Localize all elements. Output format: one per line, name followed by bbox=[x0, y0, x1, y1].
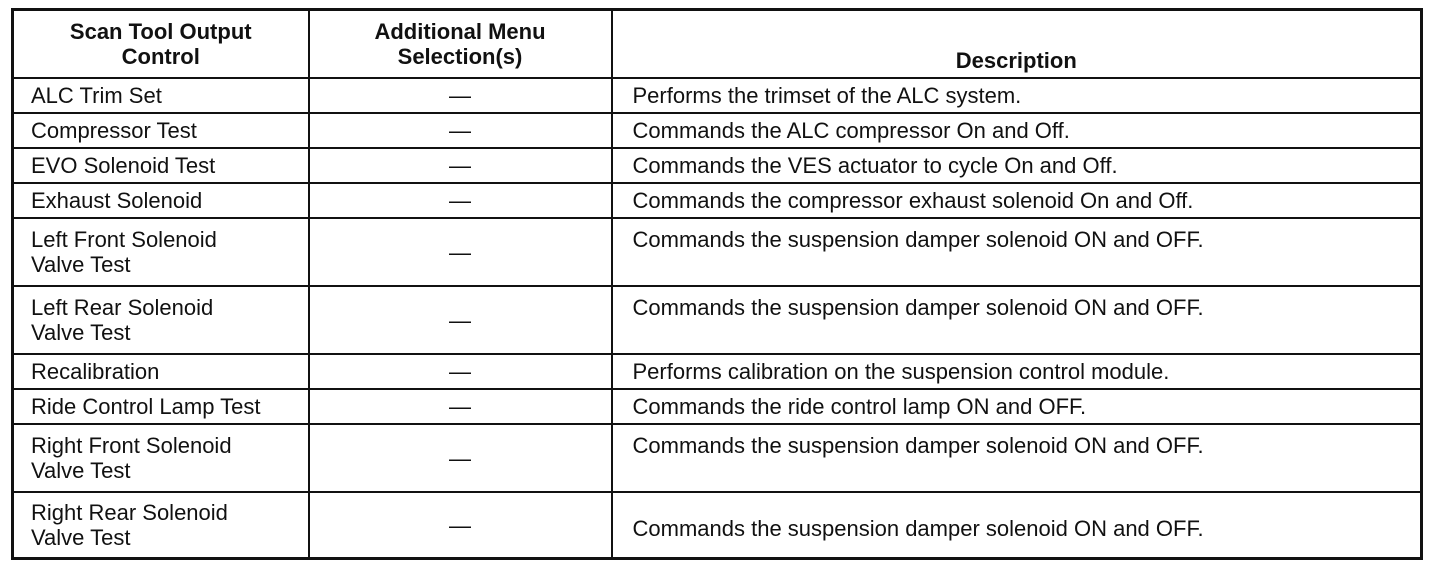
table-row bbox=[13, 218, 1422, 286]
cell-menu bbox=[309, 148, 612, 183]
table-row bbox=[13, 183, 1422, 218]
table-row bbox=[13, 78, 1422, 113]
cell-control: ALC Trim Set bbox=[13, 78, 309, 113]
cell-description: Commands the ALC compressor On and Off. bbox=[612, 113, 1422, 148]
menu-dash: — bbox=[449, 512, 471, 538]
cell-description: Commands the ride control lamp ON and OFF. bbox=[612, 389, 1422, 424]
cell-description: Performs the trimset of the ALC system. bbox=[612, 78, 1422, 113]
cell-menu bbox=[309, 218, 612, 286]
table-row bbox=[13, 354, 1422, 389]
scan-tool-output-table bbox=[11, 8, 1423, 560]
cell-control: EVO Solenoid Test bbox=[13, 148, 309, 183]
menu-dash: — bbox=[449, 445, 471, 471]
cell-description: Commands the suspension damper solenoid ON and OFF. bbox=[612, 424, 1422, 492]
table-row bbox=[13, 148, 1422, 183]
cell-control bbox=[13, 492, 309, 559]
column-header-description: Description bbox=[612, 10, 1422, 79]
cell-control bbox=[13, 424, 309, 492]
menu-dash: — bbox=[449, 359, 471, 384]
cell-control bbox=[13, 286, 309, 354]
menu-dash: — bbox=[449, 307, 471, 333]
cell-menu bbox=[309, 354, 612, 389]
table-row bbox=[13, 492, 1422, 559]
cell-control bbox=[13, 218, 309, 286]
cell-description: Commands the compressor exhaust solenoid On and Off. bbox=[612, 183, 1422, 218]
menu-dash: — bbox=[449, 394, 471, 419]
cell-menu bbox=[309, 286, 612, 354]
cell-description: Commands the VES actuator to cycle On and Off. bbox=[612, 148, 1422, 183]
cell-menu bbox=[309, 183, 612, 218]
cell-description: Performs calibration on the suspension control module. bbox=[612, 354, 1422, 389]
table-header-row bbox=[13, 10, 1422, 79]
cell-description: Commands the suspension damper solenoid ON and OFF. bbox=[612, 218, 1422, 286]
cell-control: Compressor Test bbox=[13, 113, 309, 148]
table-row bbox=[13, 389, 1422, 424]
cell-control: Ride Control Lamp Test bbox=[13, 389, 309, 424]
cell-description: Commands the suspension damper solenoid ON and OFF. bbox=[612, 286, 1422, 354]
control-text: Right Front Solenoid Valve Test bbox=[31, 433, 232, 483]
menu-dash: — bbox=[449, 239, 471, 265]
cell-menu bbox=[309, 424, 612, 492]
menu-dash: — bbox=[449, 118, 471, 143]
control-text: Left Front Solenoid Valve Test bbox=[31, 227, 217, 277]
cell-menu bbox=[309, 389, 612, 424]
cell-control: Exhaust Solenoid bbox=[13, 183, 309, 218]
cell-menu bbox=[309, 492, 612, 559]
column-header-menu bbox=[309, 10, 612, 79]
header-menu-text: Additional Menu Selection(s) bbox=[374, 19, 546, 69]
table-row bbox=[13, 286, 1422, 354]
menu-dash: — bbox=[449, 188, 471, 213]
control-text: Left Rear Solenoid Valve Test bbox=[31, 295, 214, 345]
cell-menu bbox=[309, 113, 612, 148]
control-text: Right Rear Solenoid Valve Test bbox=[31, 500, 228, 550]
menu-dash: — bbox=[449, 83, 471, 108]
cell-control: Recalibration bbox=[13, 354, 309, 389]
header-control-text: Scan Tool Output Control bbox=[69, 19, 252, 69]
table-row bbox=[13, 113, 1422, 148]
cell-description: Commands the suspension damper solenoid ON and OFF. bbox=[612, 492, 1422, 559]
menu-dash: — bbox=[449, 153, 471, 178]
cell-menu bbox=[309, 78, 612, 113]
column-header-control bbox=[13, 10, 309, 79]
table-row bbox=[13, 424, 1422, 492]
